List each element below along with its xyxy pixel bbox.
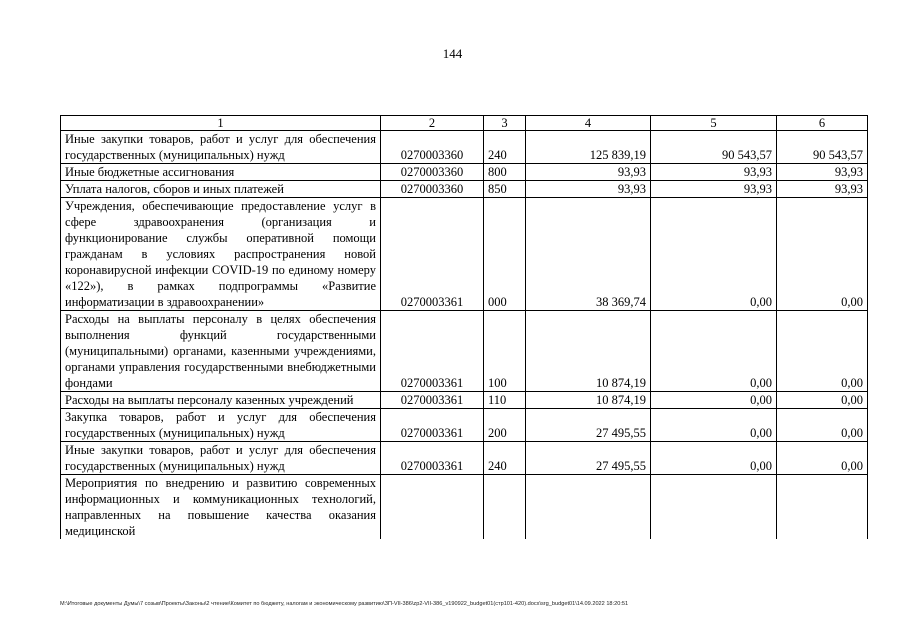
- row-name: Расходы на выплаты персоналу казенных учреждений: [61, 392, 381, 409]
- column-header: 3: [484, 116, 526, 131]
- budget-table: [60, 115, 868, 539]
- row-expense-type: 000: [484, 198, 526, 311]
- row-expense-type: [484, 475, 526, 540]
- row-name: Иные бюджетные ассигнования: [61, 164, 381, 181]
- row-expense-type: 100: [484, 311, 526, 392]
- row-name: Закупка товаров, работ и услуг для обеспечения государственных (муниципальных) нужд: [61, 409, 381, 442]
- column-header: 5: [651, 116, 777, 131]
- row-amount-col6: 0,00: [777, 409, 868, 442]
- row-expense-type: 800: [484, 164, 526, 181]
- row-amount-col6: 0,00: [777, 311, 868, 392]
- row-amount-col6: [777, 475, 868, 540]
- row-expense-type: 240: [484, 442, 526, 475]
- row-amount-col6: 0,00: [777, 442, 868, 475]
- row-amount-col4: 27 495,55: [526, 409, 651, 442]
- row-amount-col4: 10 874,19: [526, 311, 651, 392]
- row-amount-col5: 0,00: [651, 198, 777, 311]
- row-target-code: [381, 475, 484, 540]
- column-header: 2: [381, 116, 484, 131]
- table-row: [61, 311, 868, 392]
- row-target-code: 0270003361: [381, 409, 484, 442]
- row-amount-col4: 125 839,19: [526, 131, 651, 164]
- row-amount-col4: 10 874,19: [526, 392, 651, 409]
- row-amount-col4: 93,93: [526, 164, 651, 181]
- row-target-code: 0270003361: [381, 198, 484, 311]
- row-name: Иные закупки товаров, работ и услуг для обеспечения государственных (муниципальных) нужд: [61, 131, 381, 164]
- row-amount-col5: [651, 475, 777, 540]
- row-name: Иные закупки товаров, работ и услуг для обеспечения государственных (муниципальных) нужд: [61, 442, 381, 475]
- row-amount-col4: 93,93: [526, 181, 651, 198]
- table-header-row: [61, 116, 868, 131]
- row-expense-type: 240: [484, 131, 526, 164]
- row-amount-col4: 27 495,55: [526, 442, 651, 475]
- column-header: 6: [777, 116, 868, 131]
- column-header: 1: [61, 116, 381, 131]
- table-row: [61, 392, 868, 409]
- row-amount-col4: 38 369,74: [526, 198, 651, 311]
- column-header: 4: [526, 116, 651, 131]
- row-amount-col5: 0,00: [651, 311, 777, 392]
- row-amount-col5: 0,00: [651, 392, 777, 409]
- row-target-code: 0270003361: [381, 311, 484, 392]
- row-amount-col6: 90 543,57: [777, 131, 868, 164]
- row-target-code: 0270003360: [381, 181, 484, 198]
- page-number: 144: [442, 46, 463, 61]
- row-amount-col6: 0,00: [777, 392, 868, 409]
- row-amount-col5: 0,00: [651, 442, 777, 475]
- table-row: [61, 198, 868, 311]
- row-target-code: 0270003360: [381, 164, 484, 181]
- row-amount-col4: [526, 475, 651, 540]
- row-amount-col5: 90 543,57: [651, 131, 777, 164]
- document-footer-path: M:\Итоговые документы Думы\7 созыв\Проекты\Законы\2 чтение\Комитет по бюджету, налогам и экономическому развитию\ЗП-VII-386\zp2-VII-386_v190922_budget01(стр101-420).docx\srg_budget01\14.09.2022 18:20:51: [60, 601, 629, 607]
- row-amount-col5: 93,93: [651, 164, 777, 181]
- row-name: Уплата налогов, сборов и иных платежей: [61, 181, 381, 198]
- row-expense-type: 200: [484, 409, 526, 442]
- row-expense-type: 850: [484, 181, 526, 198]
- row-amount-col6: 93,93: [777, 164, 868, 181]
- row-name: Расходы на выплаты персоналу в целях обеспечения выполнения функций государственными (муниципальными) органами, казенными учреждениями, органами управления государственными внебюджетными фондами: [61, 311, 381, 392]
- table-row: [61, 181, 868, 198]
- table-row: [61, 475, 868, 540]
- row-target-code: 0270003361: [381, 442, 484, 475]
- row-name: Учреждения, обеспечивающие предоставление услуг в сфере здравоохранения (организация и функционирование службы оперативной помощи гражданам в условиях распространения новой коронавирусной инфекции COVID-19 по единому номеру «122»), в рамках подпрограммы «Развитие информатизации в здравоохранении»: [61, 198, 381, 311]
- row-target-code: 0270003360: [381, 131, 484, 164]
- row-name: Мероприятия по внедрению и развитию современных информационных и коммуникационных технологий, направленных на повышение качества оказания медицинской: [61, 475, 381, 540]
- row-expense-type: 110: [484, 392, 526, 409]
- row-amount-col6: 93,93: [777, 181, 868, 198]
- row-amount-col5: 0,00: [651, 409, 777, 442]
- table-row: [61, 131, 868, 164]
- table-row: [61, 409, 868, 442]
- row-amount-col5: 93,93: [651, 181, 777, 198]
- row-target-code: 0270003361: [381, 392, 484, 409]
- table-row: [61, 164, 868, 181]
- row-amount-col6: 0,00: [777, 198, 868, 311]
- table-row: [61, 442, 868, 475]
